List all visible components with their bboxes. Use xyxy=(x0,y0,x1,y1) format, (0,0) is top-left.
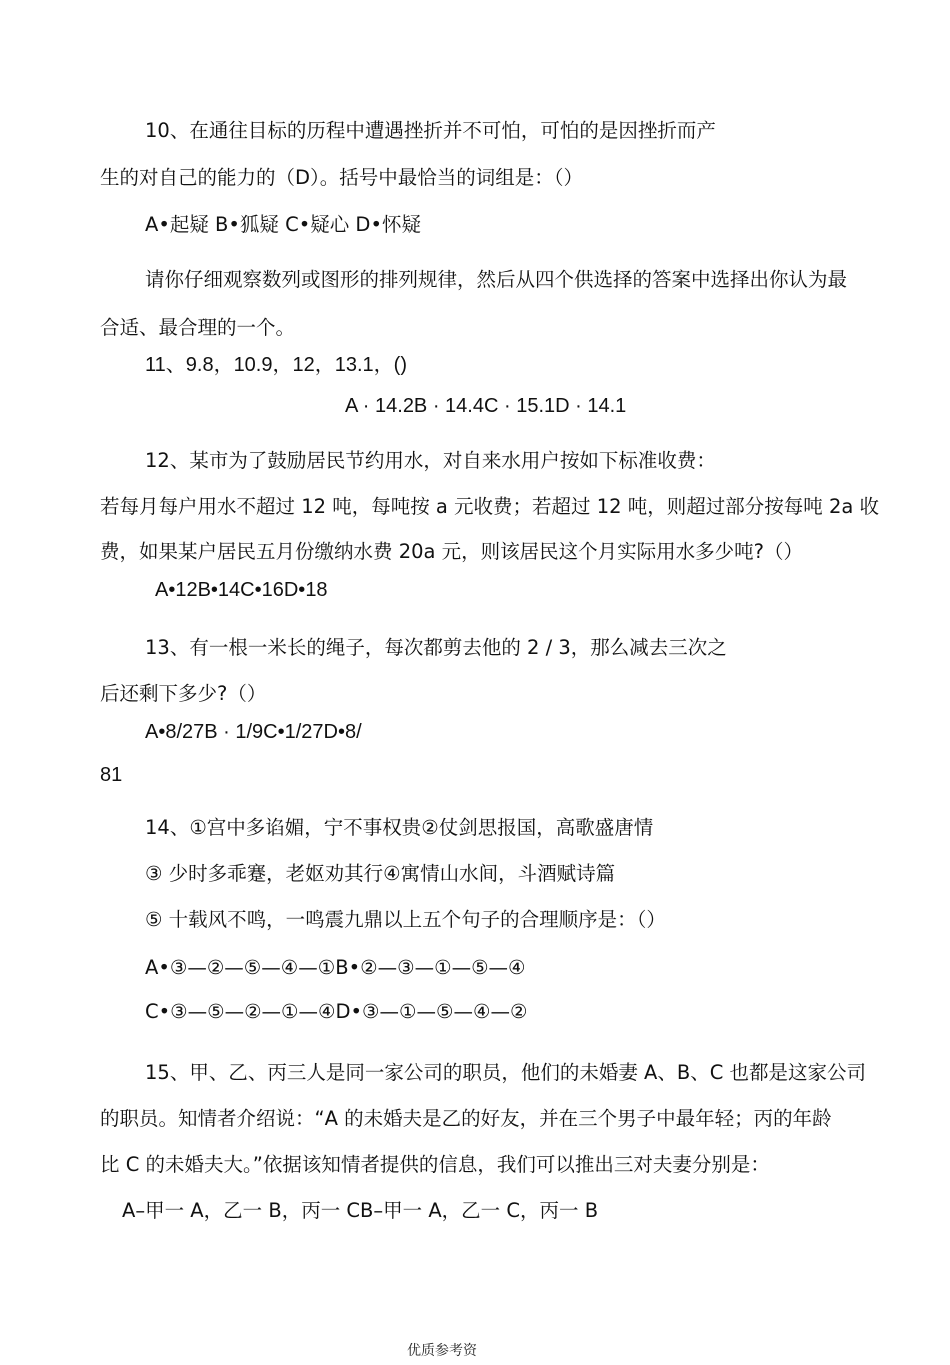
q14-options-line-1: A•③—②—⑤—④—①B•②—③—①—⑤—④ xyxy=(145,956,526,979)
q15-line-1: 15、甲、乙、丙三人是同一家公司的职员，他们的未婚妻 A、B、C 也都是这家公司 xyxy=(145,1061,867,1084)
q14-line-3: ⑤ 十载风不鸣，一鸣震九鼎以上五个句子的合理顺序是：（） xyxy=(145,908,666,931)
q12-line-1: 12、某市为了鼓励居民节约用水，对自来水用户按如下标准收费： xyxy=(145,449,716,472)
q13-options-line-1: A•8/27B · 1/9C•1/27D•8/ xyxy=(145,721,362,743)
instruction-line-1: 请你仔细观察数列或图形的排列规律，然后从四个供选择的答案中选择出你认为最 xyxy=(145,268,848,291)
q12-options: A•12B•14C•16D•18 xyxy=(155,579,328,601)
page-footer: 优质参考资 xyxy=(407,1343,477,1359)
q12-line-2: 若每月每户用水不超过 12 吨，每吨按 a 元收费；若超过 12 吨，则超过部分按每吨 2a 收 xyxy=(100,495,880,518)
q15-line-3: 比 C 的未婚夫大。”依据该知情者提供的信息，我们可以推出三对夫妻分别是： xyxy=(100,1153,770,1176)
q13-line-1: 13、有一根一米长的绳子，每次都剪去他的 2 / 3，那么减去三次之 xyxy=(145,636,727,659)
q15-options: A–甲一 A，乙一 B，丙一 CB–甲一 A，乙一 C，丙一 B xyxy=(122,1199,599,1222)
q10-options: A•起疑 B•狐疑 C•疑心 D•怀疑 xyxy=(145,213,421,236)
q14-options-line-2: C•③—⑤—②—①—④D•③—①—⑤—④—② xyxy=(145,1000,528,1023)
q11-question: 11、9.8，10.9，12，13.1，() xyxy=(145,354,407,376)
q12-line-3: 费，如果某户居民五月份缴纳水费 20a 元，则该居民这个月实际用水多少吨?（） xyxy=(100,540,804,563)
q14-line-1: 14、①宫中多谄媚，宁不事权贵②仗剑思报国，高歌盛唐情 xyxy=(145,816,654,839)
q10-line-1: 10、在通往目标的历程中遭遇挫折并不可怕，可怕的是因挫折而产 xyxy=(145,119,716,142)
q13-options-line-2: 81 xyxy=(100,764,123,786)
q13-line-2: 后还剩下多少?（） xyxy=(100,682,267,705)
q15-line-2: 的职员。知情者介绍说：“A 的未婚夫是乙的好友，并在三个男子中最年轻；丙的年龄 xyxy=(100,1107,832,1130)
q11-options: A · 14.2B · 14.4C · 15.1D · 14.1 xyxy=(345,395,627,417)
instruction-line-2: 合适、最合理的一个。 xyxy=(100,316,296,339)
q14-line-2: ③ 少时多乖蹇，老妪劝其行④寓情山水间，斗酒赋诗篇 xyxy=(145,862,616,885)
q10-line-2: 生的对自己的能力的（D）。括号中最恰当的词组是：（） xyxy=(100,166,584,189)
